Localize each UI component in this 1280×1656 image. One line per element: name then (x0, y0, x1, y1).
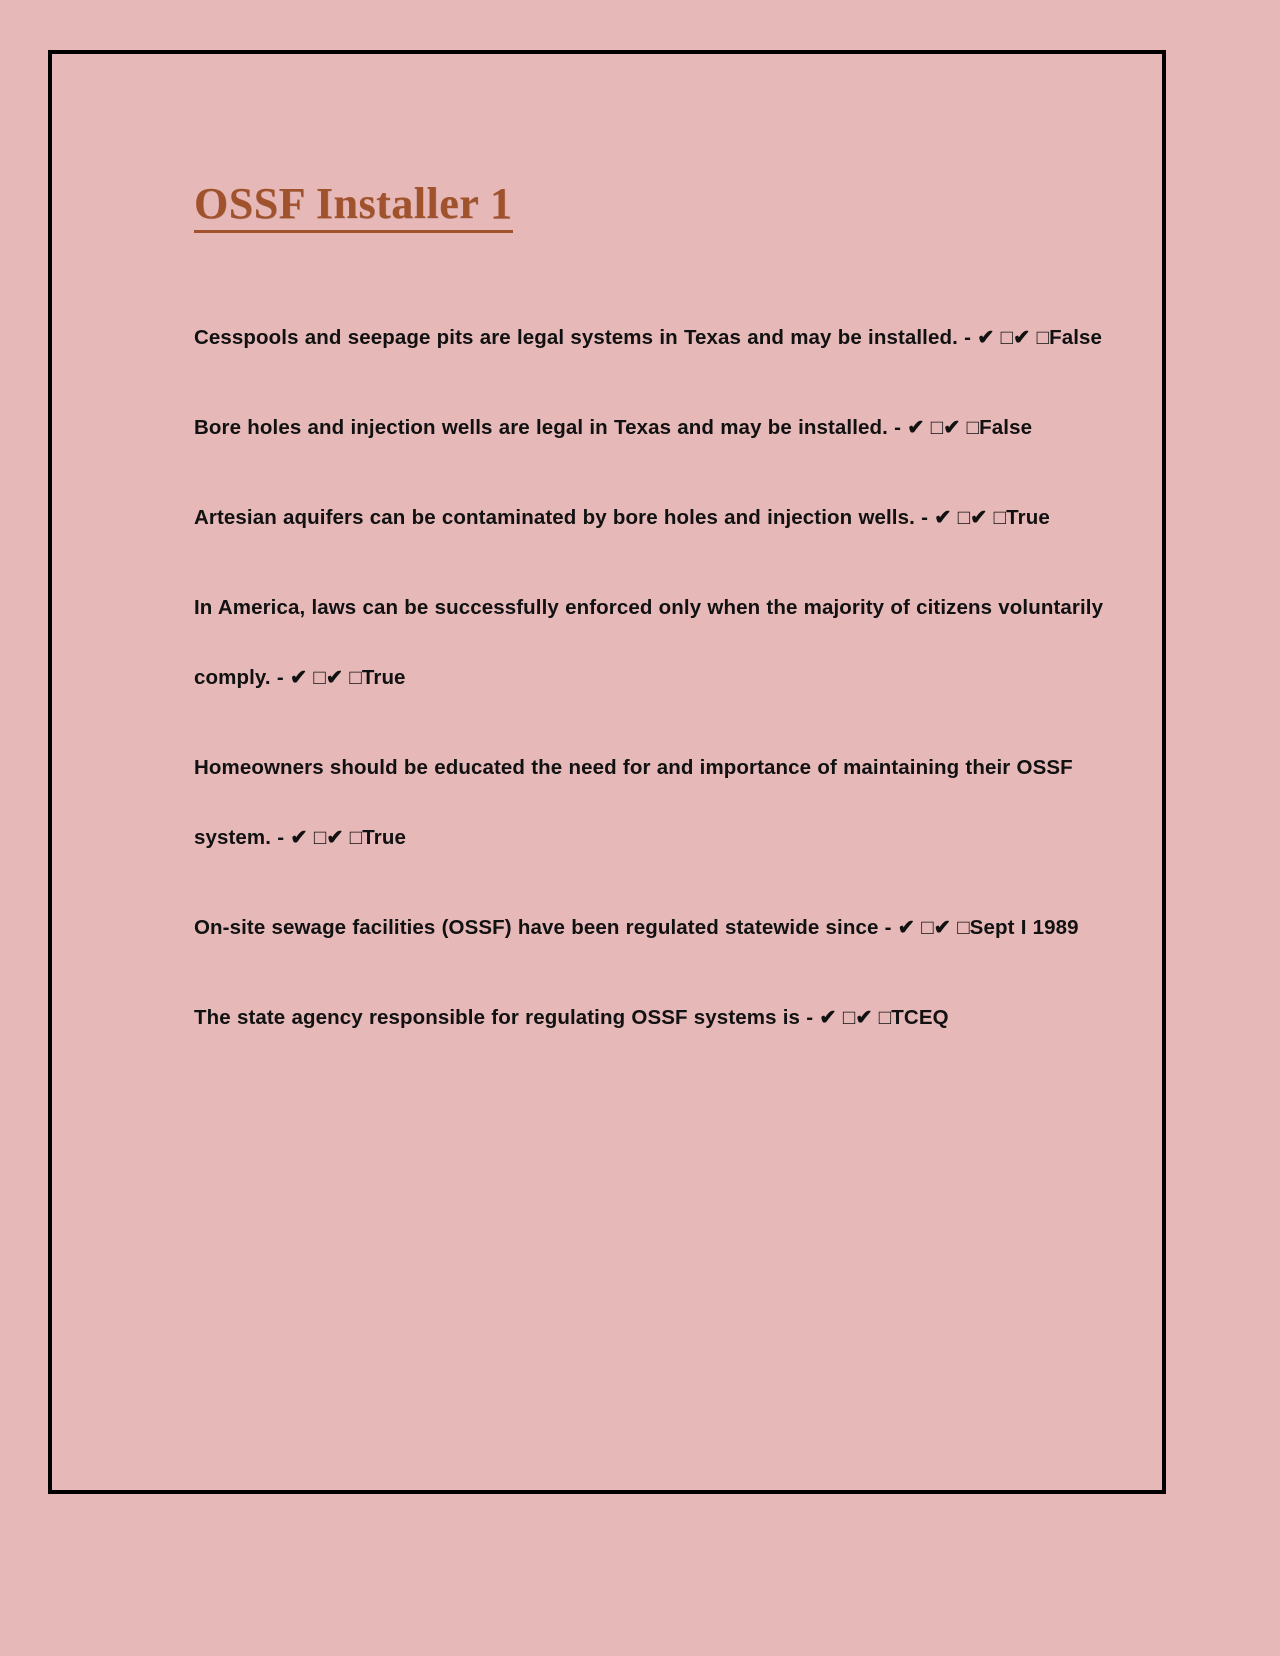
question-item-1: Cesspools and seepage pits are legal systems in Texas and may be installed. - ✔ □✔ □False (194, 326, 1103, 349)
question-list (194, 303, 1124, 1053)
document-content (194, 179, 1124, 1053)
page-border-frame (48, 50, 1166, 1494)
question-item-2: Bore holes and injection wells are legal in Texas and may be installed. - ✔ □✔ □False (194, 416, 1033, 439)
question-item-4: In America, laws can be successfully enforced only when the majority of citizens voluntarily comply. - ✔ □✔ □True (194, 596, 1104, 689)
page-title: OSSF Installer 1 (194, 182, 513, 233)
question-item-3: Artesian aquifers can be contaminated by bore holes and injection wells. - ✔ □✔ □True (194, 506, 1050, 529)
question-item-5: Homeowners should be educated the need for and importance of maintaining their OSSF system. - ✔ □✔ □True (194, 756, 1073, 849)
question-item-6: On-site sewage facilities (OSSF) have been regulated statewide since - ✔ □✔ □Sept I 1989 (194, 916, 1079, 939)
question-item-7: The state agency responsible for regulating OSSF systems is - ✔ □✔ □TCEQ (194, 1006, 949, 1029)
